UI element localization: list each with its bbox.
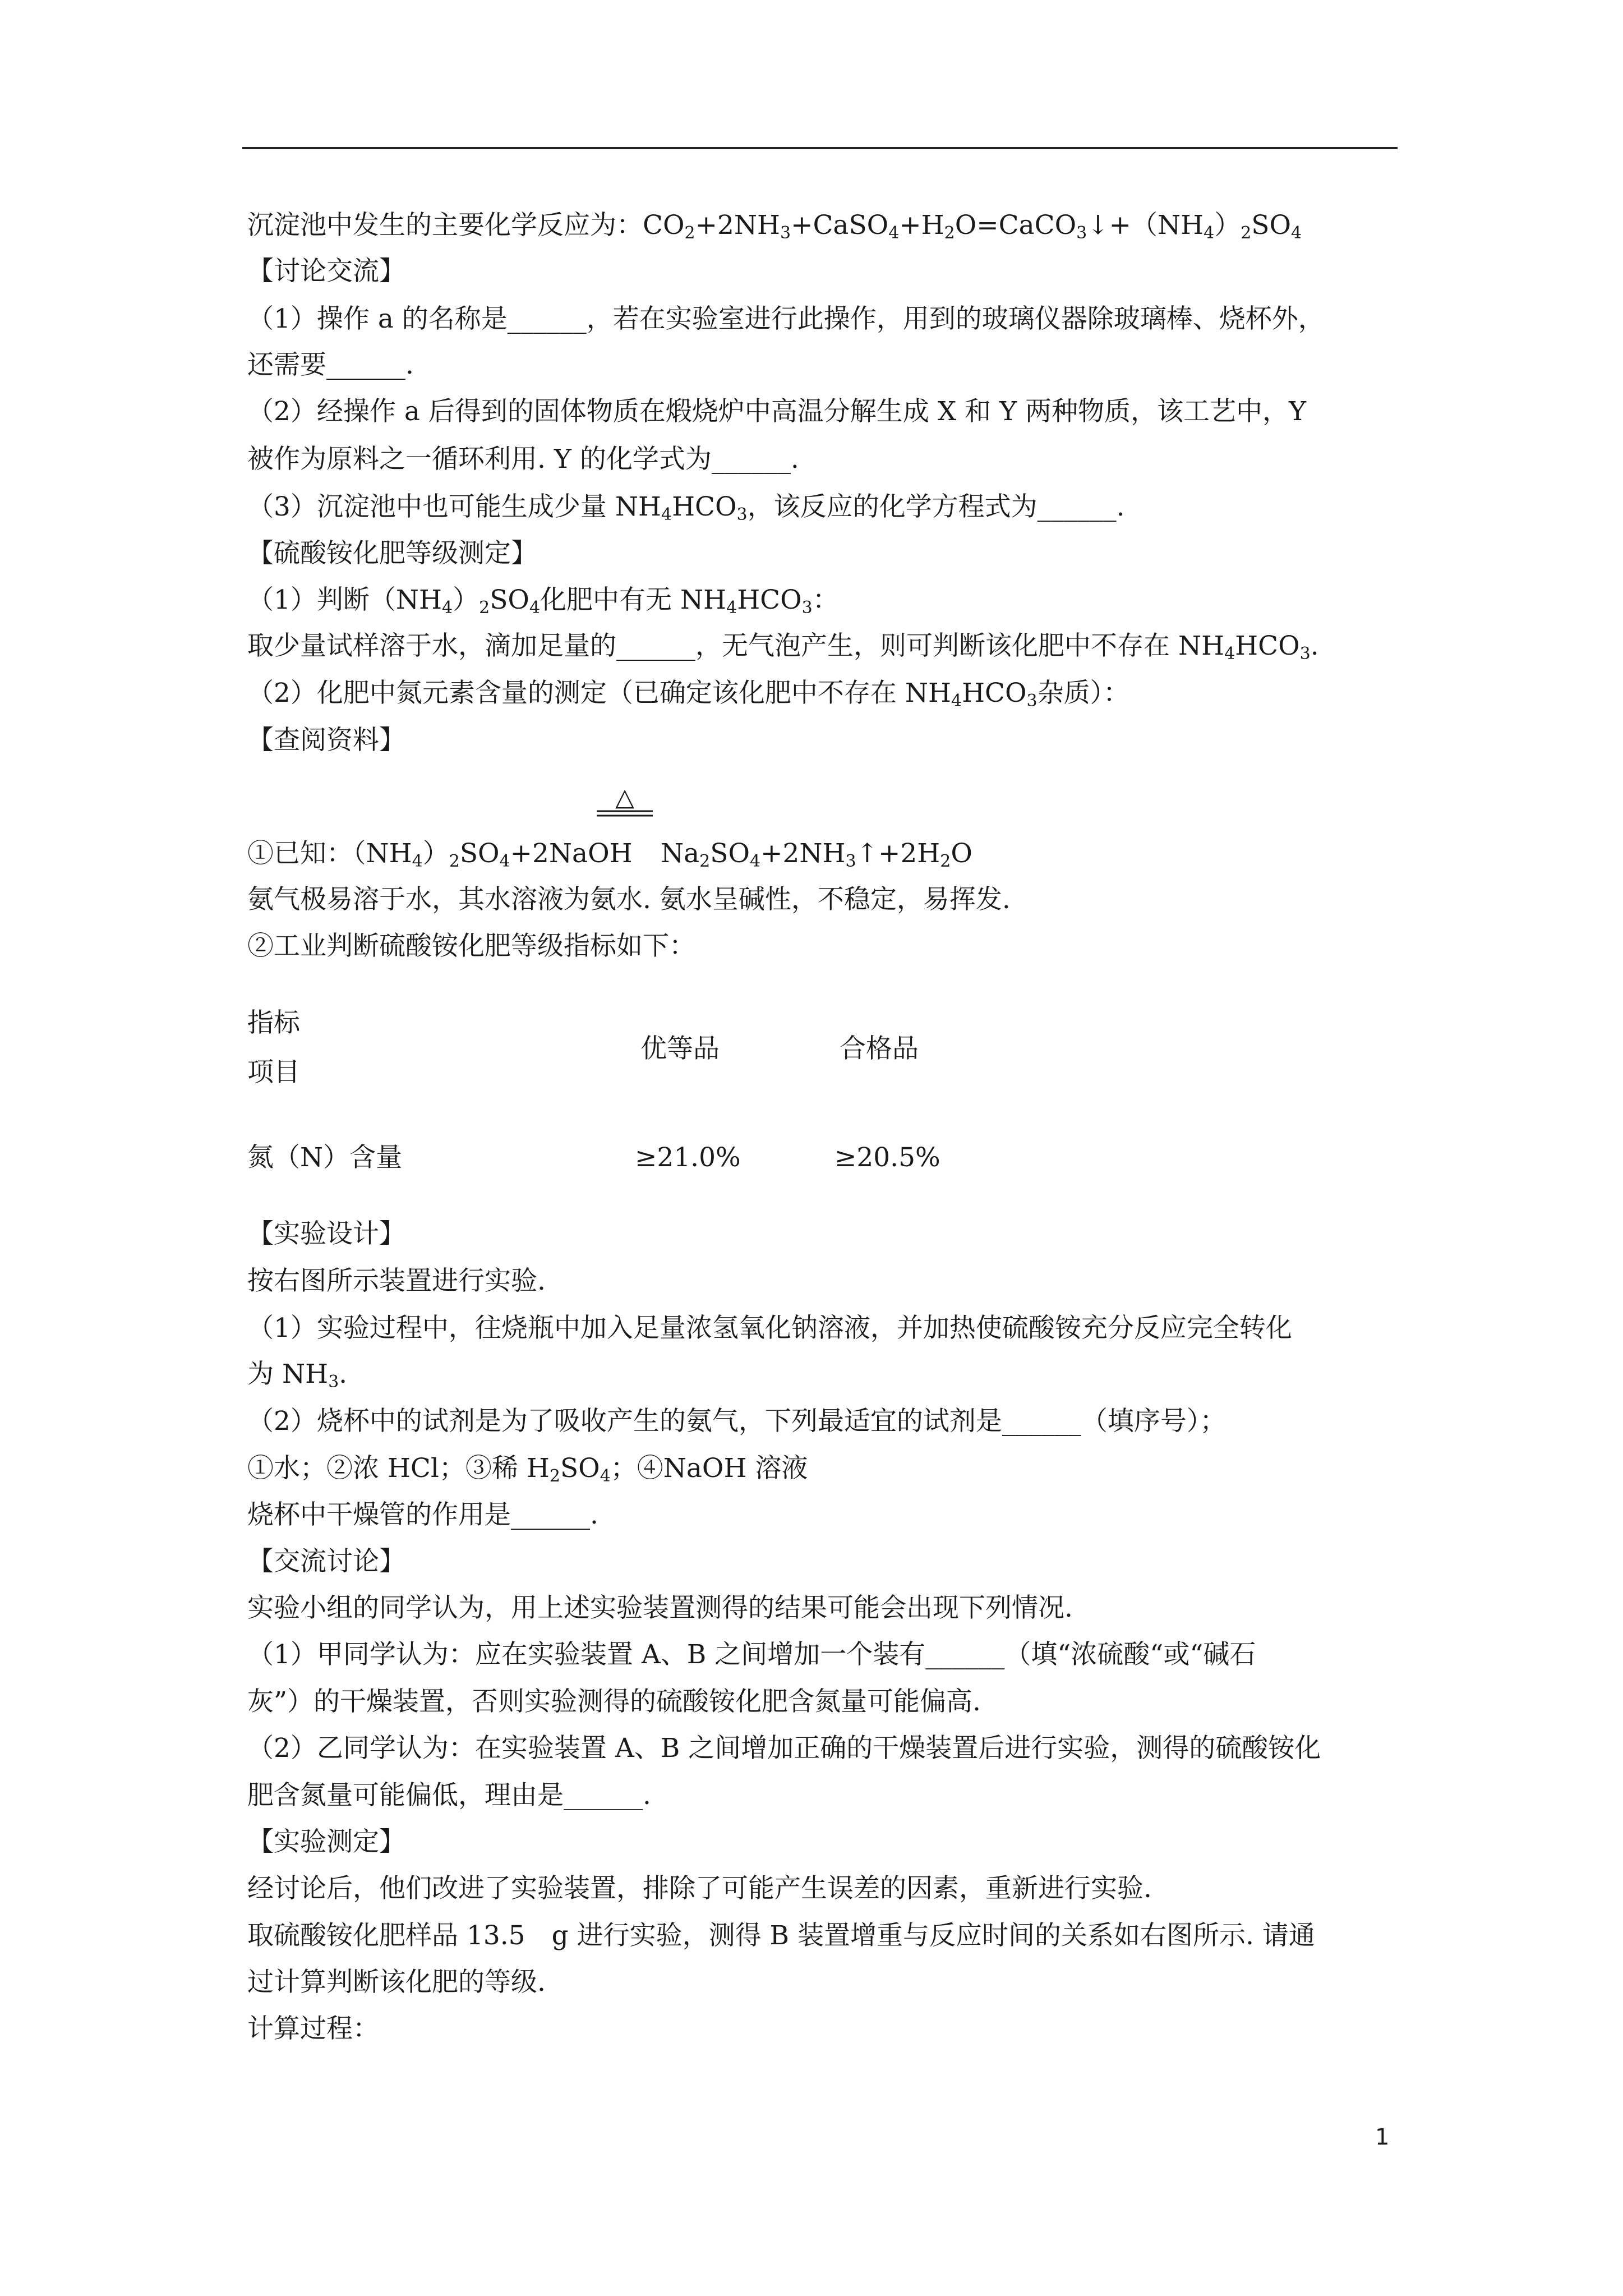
- subscript: 2: [479, 598, 490, 618]
- text-line: [247, 1967, 546, 1998]
- text-run: ①水；②浓 HCl；③稀 H: [247, 1453, 550, 1484]
- text-run: HCO: [1235, 631, 1300, 661]
- subscript: 4: [951, 691, 962, 711]
- subscript: 4: [529, 598, 541, 618]
- subscript: 2: [684, 223, 695, 243]
- question-line: [247, 1688, 981, 1715]
- text-run: SO: [490, 585, 529, 615]
- text-run: （3）沉淀池中也可能生成少量 NH: [247, 491, 661, 522]
- text-run: +CaSO: [791, 210, 889, 241]
- table-row-excellent: ≥21.0%: [635, 1142, 741, 1173]
- subscript: 3: [801, 598, 813, 618]
- text-line: [247, 933, 695, 959]
- subscript: 4: [726, 598, 737, 618]
- subscript: 3: [1076, 223, 1087, 243]
- header-rule: [242, 147, 1398, 149]
- text-line: [247, 1875, 1152, 1902]
- text-run: （2）乙同学认为：在实验装置 A、B 之间增加正确的干燥装置后进行实验，测得的硫酸铵化: [247, 1733, 1321, 1764]
- text-run: ②工业判断硫酸铵化肥等级指标如下：: [247, 931, 695, 961]
- text-run: SO: [710, 838, 750, 869]
- text-run: 经讨论后，他们改进了实验装置，排除了可能产生误差的因素，重新进行实验.: [247, 1873, 1152, 1904]
- table-header-item: 项目: [247, 1057, 300, 1088]
- table-col-qualified: 合格品: [840, 1033, 919, 1064]
- text-run: ：: [812, 585, 839, 615]
- question-line: [247, 398, 1306, 425]
- text-run: HCO: [672, 491, 737, 522]
- subscript: 2: [699, 852, 711, 871]
- text-run: .: [1310, 631, 1319, 661]
- text-line: [247, 1595, 1073, 1621]
- question-line: [247, 349, 414, 380]
- table-header-indicator: 指标: [247, 1007, 300, 1038]
- question-line: [247, 1782, 651, 1809]
- subscript: 3: [845, 852, 856, 871]
- subscript: 2: [549, 1466, 560, 1486]
- text-run: 还需要______.: [247, 349, 414, 380]
- subscript: 3: [736, 505, 748, 524]
- question-line: [247, 1315, 1292, 1341]
- text-run: 为 NH: [247, 1359, 329, 1389]
- text-run: 被作为原料之一循环利用. Y 的化学式为______.: [247, 444, 799, 475]
- text-run: HCO: [962, 678, 1027, 708]
- subscript: 4: [749, 852, 761, 871]
- question-line: [247, 444, 799, 475]
- text-run: 杂质）：: [1037, 678, 1130, 708]
- text-run: 沉淀池中发生的主要化学反应为：CO: [247, 210, 685, 241]
- text-run: O: [951, 838, 972, 869]
- text-run: （1）甲同学认为：应在实验装置 A、B 之间增加一个装有______（填“浓硫酸“或“碱石: [247, 1639, 1256, 1670]
- text-run: ；④NaOH 溶液: [610, 1453, 808, 1484]
- text-run: （1）实验过程中，往烧瓶中加入足量浓氢氧化钠溶液，并加热使硫酸铵充分反应完全转化: [247, 1313, 1292, 1343]
- question-line: [247, 1641, 1256, 1668]
- text-run: （1）判断（NH: [247, 585, 442, 615]
- text-run: +2NH: [695, 210, 780, 241]
- table-row-qualified: ≥20.5%: [834, 1142, 940, 1173]
- text-run: SO: [1251, 210, 1292, 241]
- text-run: 【查阅资料】: [247, 725, 405, 756]
- text-run: 计算过程：: [247, 2013, 379, 2044]
- text-run: ↑+2H: [856, 838, 940, 869]
- text-run: 【讨论交流】: [247, 256, 405, 287]
- text-line-calculation: [247, 2013, 379, 2044]
- text-run: 按右图所示装置进行实验.: [247, 1266, 546, 1296]
- text-run: ①已知：（NH: [247, 838, 412, 869]
- text-run: 实验小组的同学认为，用上述实验装置测得的结果可能会出现下列情况.: [247, 1593, 1073, 1623]
- equation-right: [661, 838, 972, 871]
- heating-triangle: △: [615, 789, 634, 812]
- subscript: 4: [888, 223, 900, 243]
- text-run: Na: [661, 838, 700, 869]
- text-run: 【实验测定】: [247, 1826, 405, 1857]
- table-col-excellent: 优等品: [640, 1033, 720, 1064]
- text-line: [247, 1922, 1315, 1949]
- text-run: （2）化肥中氮元素含量的测定（已确定该化肥中不存在 NH: [247, 678, 951, 708]
- equation-left: [247, 838, 633, 871]
- text-run: ↓+（NH: [1087, 210, 1204, 241]
- subscript: 4: [661, 505, 672, 524]
- subscript: 2: [449, 852, 460, 871]
- text-run: +H: [899, 210, 944, 241]
- text-run: 取硫酸铵化肥样品 13.5 g 进行实验，测得 B 装置增重与反应时间的关系如右图所示. 请通: [247, 1920, 1315, 1951]
- text-run: O=CaCO: [955, 210, 1077, 241]
- text-run: （2）烧杯中的试剂是为了吸收产生的氨气，下列最适宜的试剂是______（填序号）；: [247, 1406, 1227, 1437]
- subscript: 4: [1291, 223, 1302, 243]
- text-run: ，该反应的化学方程式为______.: [747, 491, 1125, 522]
- text-run: 【交流讨论】: [247, 1546, 405, 1577]
- section-heading-grade-test: [247, 540, 537, 567]
- text-run: +2NaOH: [510, 838, 633, 869]
- section-heading-references: [247, 725, 405, 756]
- subscript: 4: [499, 852, 510, 871]
- section-heading-measurement: [247, 1826, 405, 1857]
- text-run: （1）操作 a 的名称是______，若在实验室进行此操作，用到的玻璃仪器除玻璃棒、烧杯外，: [247, 303, 1325, 334]
- subscript: 4: [1204, 223, 1215, 243]
- text-run: 氨气极易溶于水，其水溶液为氨水. 氨水呈碱性，不稳定，易挥发.: [247, 884, 1011, 915]
- subscript: 2: [940, 852, 951, 871]
- question-line: [247, 1499, 598, 1530]
- text-line: [247, 1268, 546, 1294]
- text-run: .: [339, 1359, 348, 1389]
- question-line: [247, 585, 839, 618]
- heating-condition-symbol: [593, 789, 656, 820]
- table-row-label: 氮（N）含量: [247, 1142, 403, 1173]
- text-run: ）: [422, 838, 449, 869]
- options-line: [247, 1453, 808, 1486]
- text-run: 过计算判断该化肥的等级.: [247, 1967, 546, 1998]
- subscript: 3: [1026, 691, 1038, 711]
- subscript: 2: [1241, 223, 1252, 243]
- text-run: 化肥中有无 NH: [540, 585, 727, 615]
- section-heading-discussion: [247, 256, 405, 287]
- question-line: [247, 1733, 1321, 1764]
- page-number: 1: [1375, 2124, 1390, 2150]
- subscript: 4: [600, 1466, 611, 1486]
- text-run: ）: [453, 585, 479, 615]
- subscript: 3: [328, 1372, 339, 1392]
- subscript: 4: [412, 852, 423, 871]
- section-heading-experiment-design: [247, 1218, 405, 1249]
- subscript: 4: [442, 598, 453, 618]
- text-run: 【硫酸铵化肥等级测定】: [247, 538, 537, 569]
- text-line-reaction: [247, 210, 1302, 243]
- section-heading-exchange: [247, 1548, 405, 1575]
- text-run: 肥含氮量可能偏低，理由是______.: [247, 1780, 651, 1811]
- text-run: 【实验设计】: [247, 1218, 405, 1249]
- subscript: 3: [1299, 644, 1311, 664]
- text-run: HCO: [737, 585, 802, 615]
- text-run: SO: [459, 838, 500, 869]
- text-line: [247, 886, 1011, 913]
- text-run: ）: [1214, 210, 1241, 241]
- question-line: [247, 1359, 348, 1392]
- subscript: 3: [780, 223, 791, 243]
- text-run: 灰”）的干燥装置，否则实验测得的硫酸铵化肥含氮量可能偏高.: [247, 1686, 981, 1717]
- subscript: 2: [944, 223, 955, 243]
- question-line: [247, 631, 1319, 664]
- subscript: 4: [1224, 644, 1235, 664]
- text-run: 烧杯中干燥管的作用是______.: [247, 1499, 598, 1530]
- text-run: 取少量试样溶于水，滴加足量的______，无气泡产生，则可判断该化肥中不存在 NH: [247, 631, 1225, 661]
- question-line: [247, 1406, 1227, 1437]
- text-run: （2）经操作 a 后得到的固体物质在煅烧炉中高温分解生成 X 和 Y 两种物质，该工艺中，Y: [247, 396, 1307, 427]
- question-line: [247, 303, 1325, 334]
- text-run: SO: [560, 1453, 600, 1484]
- question-line: [247, 491, 1125, 524]
- text-run: +2NH: [760, 838, 846, 869]
- question-line: [247, 678, 1130, 711]
